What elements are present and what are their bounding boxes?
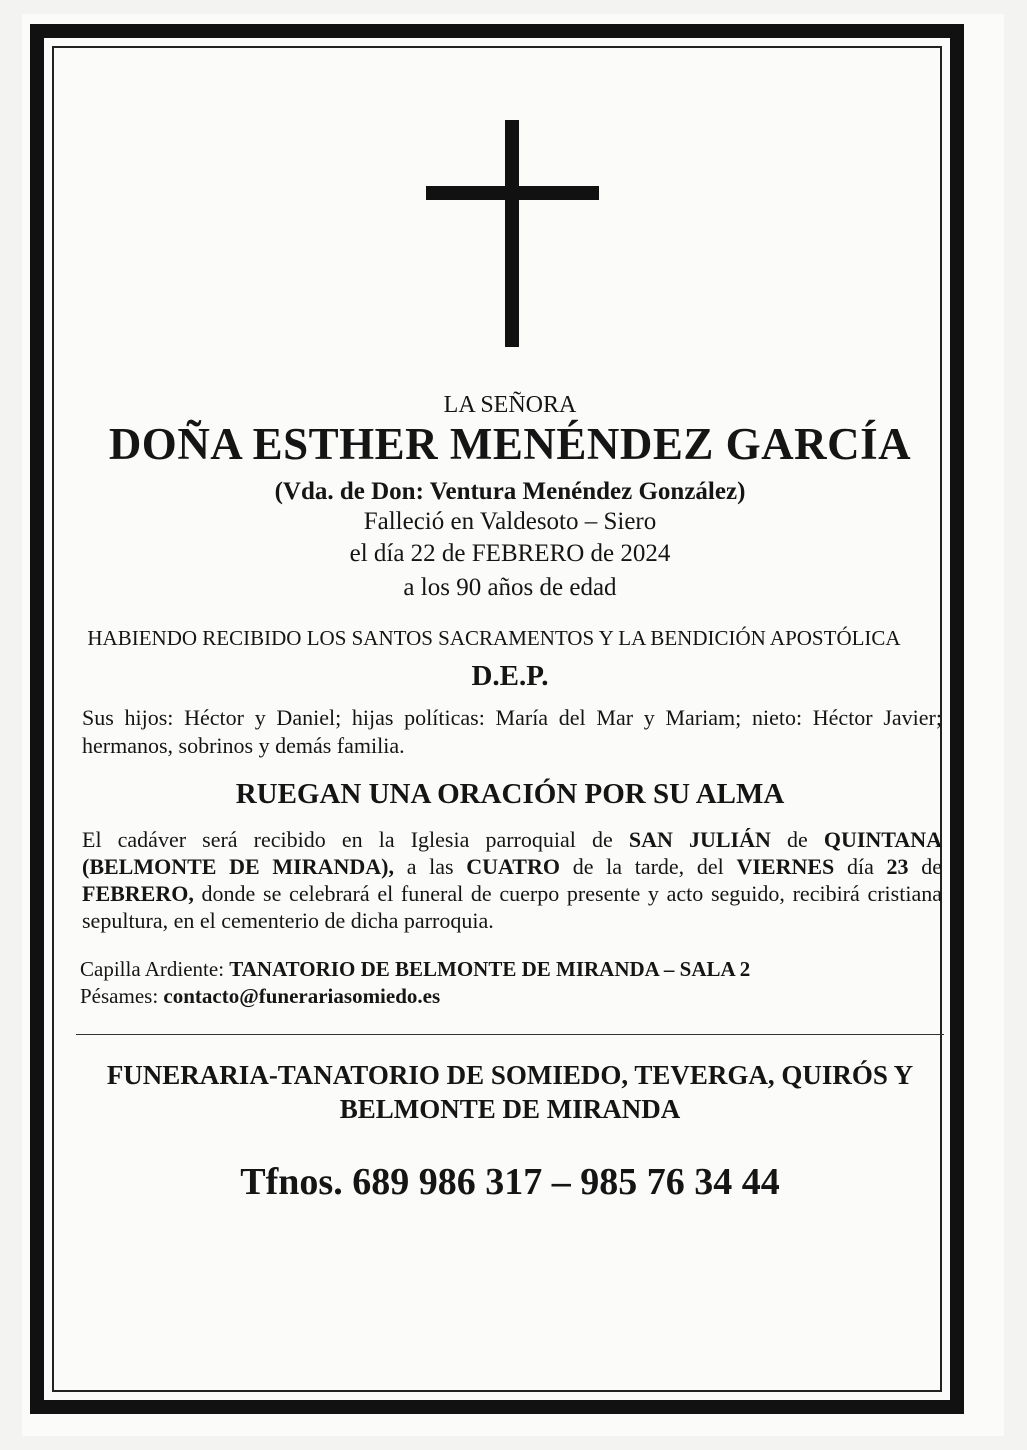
funeral-day: 23 [886, 854, 909, 879]
church-name: SAN JULIÁN [628, 827, 771, 852]
funeral-weekday: VIERNES [736, 854, 835, 879]
place-of-death: Falleció en Valdesoto – Siero [363, 508, 657, 535]
widow-of: (Vda. de Don: Ventura Menéndez González) [274, 478, 746, 505]
chapel-line: Capilla Ardiente: TANATORIO DE BELMONTE DE MIRANDA – SALA 2 [80, 957, 751, 981]
rip-abbreviation: D.E.P. [471, 660, 549, 692]
deceased-name: DOÑA ESTHER MENÉNDEZ GARCÍA [108, 419, 912, 469]
funeral-home-name: FUNERARIA-TANATORIO DE SOMIEDO, TEVERGA, QUIRÓS Y [106, 1060, 914, 1090]
parish-location: QUINTANA (BELMONTE DE MIRANDA), [82, 827, 942, 879]
prayer-request: RUEGAN UNA ORACIÓN POR SU ALMA [235, 778, 785, 810]
date-of-death: el día 22 de FEBRERO de 2024 [349, 540, 671, 567]
phone-numbers: Tfnos. 689 986 317 – 985 76 34 44 [240, 1161, 780, 1203]
family-list: Sus hijos: Héctor y Daniel; hijas políticas: María del Mar y Mariam; nieto: Héctor Javier; hermanos, sobrinos y demás familia. [82, 705, 942, 758]
age-at-death: a los 90 años de edad [403, 574, 617, 601]
funeral-month: FEBRERO, [82, 881, 194, 906]
chapel-location: TANATORIO DE BELMONTE DE MIRANDA – SALA 2 [229, 957, 751, 981]
divider [76, 1034, 944, 1035]
funeral-hour: CUATRO [466, 854, 560, 879]
condolences-email: contacto@funerariasomiedo.es [163, 984, 441, 1008]
sacraments-line: HABIENDO RECIBIDO LOS SANTOS SACRAMENTOS Y LA BENDICIÓN APOSTÓLICA [87, 626, 901, 650]
title-prefix: LA SEÑORA [443, 392, 577, 418]
funeral-home-name-continued: BELMONTE DE MIRANDA [339, 1094, 681, 1124]
funeral-details: El cadáver será recibido en la Iglesia parroquial de SAN JULIÁN de QUINTANA (BELMONTE DE MIRANDA), a las CUATRO de la tarde, del VIERNES día 23 de FEBRERO, donde se celebrará el funeral de cuerpo presente y acto seguido, recibirá cristiana sepultura, en el cementerio de dicha parroquia. [82, 827, 942, 933]
condolences-line: Pésames: contacto@funerariasomiedo.es [80, 984, 441, 1008]
